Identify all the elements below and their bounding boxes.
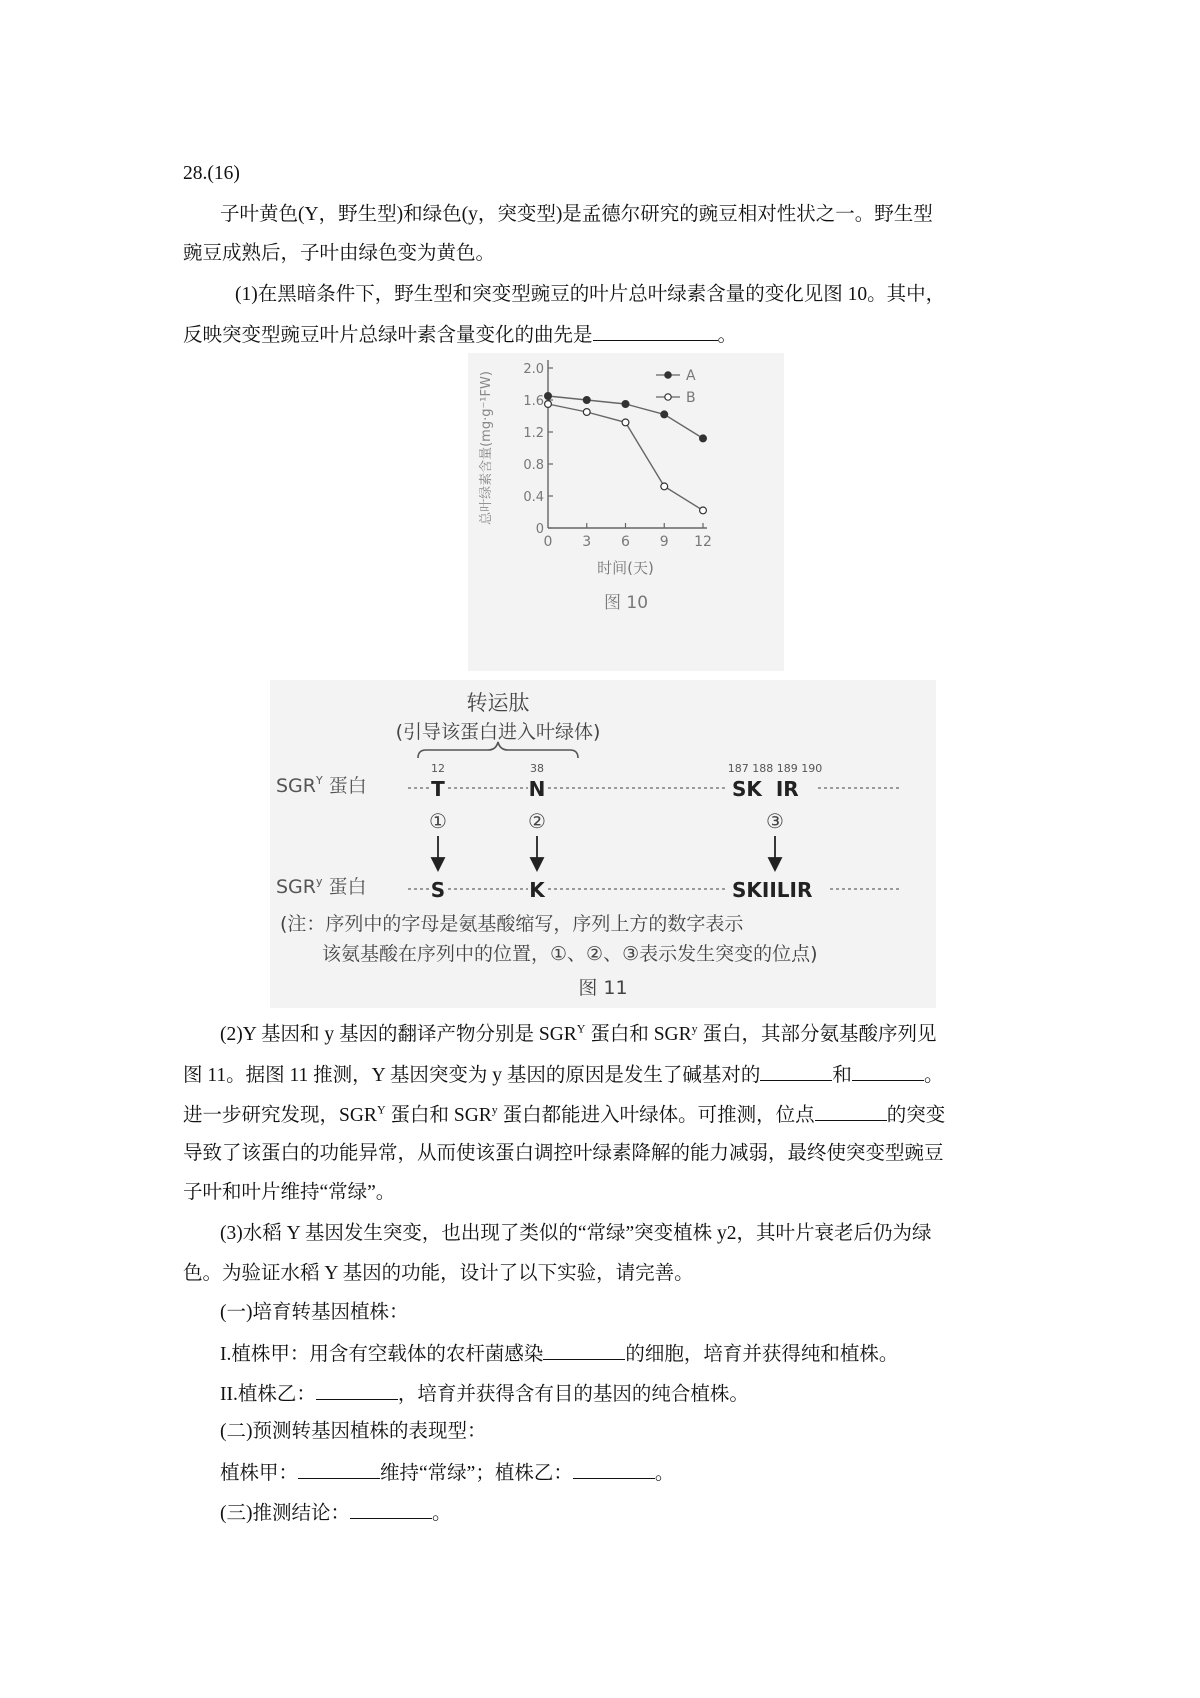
section-3-content (220, 1500, 452, 1526)
figure11-note-line-2: 该氨基酸在序列中的位置，①、②、③表示发生突变的位点) (322, 943, 818, 965)
data-point-B (622, 419, 629, 426)
row1-aa-SKIR: SK IR (732, 777, 799, 801)
figure10-caption: 图 10 (603, 593, 649, 613)
q3-line-2: 色。为验证水稻 Y 基因的功能，设计了以下实验，请完善。 (183, 1263, 694, 1284)
q2-l3-text-d: 的突变 (886, 1105, 946, 1126)
x-tick-label: 12 (694, 534, 712, 550)
section-1-heading: (一)培育转基因植株： (220, 1302, 409, 1323)
question-number: 28.(16) (183, 163, 240, 184)
data-point-A (545, 393, 552, 400)
section-2-heading: (二)预测转基因植株的表现型： (220, 1421, 487, 1442)
q2-line-4: 导致了该蛋白的功能异常，从而使该蛋白调控叶绿素降解的能力减弱，最终使突变型豌豆 (183, 1143, 944, 1164)
answer-blank-1[interactable] (593, 322, 718, 341)
q2-l1-text-a: (2)Y 基因和 y 基因的翻译产物分别是 SGR (220, 1024, 577, 1045)
q2-l2-text-b: 和 (832, 1065, 852, 1086)
figure11-caption: 图 11 (578, 977, 628, 999)
legend-label-A: A (686, 368, 696, 384)
q2-l3-text-a: 进一步研究发现，SGR (183, 1105, 377, 1126)
y-tick-label: 0.4 (523, 490, 544, 505)
q1-line-2 (183, 322, 737, 348)
arrow-down-icon (432, 858, 444, 870)
y-axis-label: 总叶绿素含量(mg·g⁻¹FW) (479, 371, 494, 525)
arrow-down-icon (531, 858, 543, 870)
row1-label-tail: 蛋白 (322, 775, 367, 797)
intro-line-2: 豌豆成熟后，子叶由绿色变为黄色。 (183, 243, 496, 264)
row2-aa-SKIILIR: SKIILIR (732, 878, 813, 902)
row1-label-sup: Y (316, 774, 323, 787)
s3-text-a: (三)推测结论： (220, 1503, 350, 1524)
section-1-item-i (220, 1341, 898, 1367)
row2-label-sup: y (316, 875, 323, 888)
q2-l2-text-a: 图 11。据图 11 推测，Y 基因突变为 y 基因的原因是发生了碱基对的 (183, 1065, 761, 1086)
q2-l2-text-c: 。 (923, 1065, 944, 1086)
y-tick-label: 1.2 (523, 426, 544, 441)
s2-text-c: 。 (654, 1463, 675, 1484)
row1-aa-N: N (528, 777, 546, 801)
site-1-marker: ① (429, 809, 447, 833)
data-point-B (545, 401, 552, 408)
answer-blank-7[interactable] (298, 1460, 380, 1479)
answer-blank-5[interactable] (543, 1341, 625, 1360)
q2-l3-sup-2: y (491, 1102, 498, 1117)
legend-marker-B (665, 394, 671, 400)
x-tick-label: 0 (543, 534, 553, 550)
legend-marker-A (665, 372, 671, 378)
answer-blank-3[interactable] (852, 1062, 924, 1081)
intro-line-1: 子叶黄色(Y，野生型)和绿色(y，突变型)是孟德尔研究的豌豆相对性状之一。野生型 (220, 204, 933, 225)
s1-ii-text-b: ，培育并获得含有目的基因的纯合植株。 (397, 1384, 749, 1405)
x-tick-label: 6 (621, 534, 630, 550)
bracket-title: 转运肽 (466, 691, 530, 715)
row1-label (276, 774, 367, 797)
data-point-B (583, 409, 590, 416)
data-point-B (661, 483, 668, 490)
s1-i-text-b: 的细胞，培育并获得纯和植株。 (625, 1344, 899, 1365)
y-tick-label: 0 (535, 522, 544, 537)
q2-line-2 (183, 1062, 943, 1088)
answer-blank-8[interactable] (573, 1460, 655, 1479)
row2-aa-K: K (529, 878, 545, 902)
figure-10 (468, 353, 784, 671)
answer-blank-9[interactable] (350, 1500, 432, 1519)
answer-blank-2[interactable] (760, 1062, 832, 1081)
row1-label-base: SGR (276, 775, 316, 797)
q3-line-1: (3)水稻 Y 基因发生突变，也出现了类似的“常绿”突变植株 y2，其叶片衰老后仍为绿 (220, 1223, 932, 1244)
s2-text-a: 植株甲： (220, 1463, 299, 1484)
section-2-content (220, 1460, 674, 1486)
q2-l1-sup-2: y (691, 1021, 698, 1036)
row2-label-base: SGR (276, 876, 316, 898)
q2-line-3 (183, 1102, 945, 1128)
q2-line-1 (220, 1023, 937, 1047)
s2-text-b: 维持“常绿”；植株乙： (380, 1463, 573, 1484)
row2-aa-S: S (430, 878, 446, 902)
bracket-brace (418, 742, 578, 758)
data-point-A (583, 397, 590, 404)
position-187-190: 187 188 189 190 (727, 762, 823, 775)
q2-l1-text-c: 蛋白，其部分氨基酸序列见 (697, 1024, 937, 1045)
q2-l1-sup-1: Y (576, 1021, 586, 1036)
x-tick-label: 3 (582, 534, 592, 550)
row2-label-tail: 蛋白 (322, 876, 367, 898)
arrow-down-icon (769, 858, 781, 870)
row1-aa-T: T (431, 777, 445, 801)
s3-text-b: 。 (432, 1503, 452, 1524)
data-point-B (700, 507, 707, 514)
data-point-A (661, 411, 668, 418)
x-tick-label: 9 (659, 534, 669, 550)
mutation-arrows (432, 836, 781, 870)
row2-label (276, 875, 367, 898)
section-1-item-ii (220, 1381, 749, 1407)
position-38: 38 (530, 762, 544, 775)
s1-i-text-a: I.植株甲：用含有空载体的农杆菌感染 (220, 1344, 544, 1365)
site-2-marker: ② (528, 809, 546, 833)
q2-l3-text-c: 蛋白都能进入叶绿体。可推测，位点 (497, 1105, 815, 1126)
data-point-A (700, 435, 707, 442)
q2-l1-text-b: 蛋白和 SGR (585, 1024, 692, 1045)
q2-l3-text-b: 蛋白和 SGR (385, 1105, 492, 1126)
position-12: 12 (431, 762, 445, 775)
q1-text: 反映突变型豌豆叶片总绿叶素含量变化的曲先是 (183, 325, 593, 346)
s1-ii-text-a: II.植株乙： (220, 1384, 316, 1405)
site-3-marker: ③ (766, 809, 784, 833)
y-tick-label: 1.6 (523, 394, 544, 409)
y-tick-label: 2.0 (523, 362, 544, 377)
figure-11 (270, 680, 936, 1008)
answer-blank-6[interactable] (316, 1381, 398, 1400)
figure11-note-line-1: (注：序列中的字母是氨基酸缩写，序列上方的数字表示 (280, 913, 744, 935)
q2-l3-sup-1: Y (376, 1102, 386, 1117)
legend-label-B: B (686, 390, 696, 406)
q2-line-5: 子叶和叶片维持“常绿”。 (183, 1182, 396, 1203)
chart-figure-10 (468, 353, 784, 671)
q1-line-1: (1)在黑暗条件下，野生型和突变型豌豆的叶片总叶绿素含量的变化见图 10。其中， (235, 284, 946, 305)
q1-end: 。 (717, 325, 738, 346)
answer-blank-4[interactable] (815, 1102, 887, 1121)
bracket-subtitle: (引导该蛋白进入叶绿体) (395, 721, 601, 743)
x-axis-label: 时间(天) (597, 559, 654, 577)
y-tick-label: 0.8 (523, 458, 544, 473)
data-point-A (622, 401, 629, 408)
